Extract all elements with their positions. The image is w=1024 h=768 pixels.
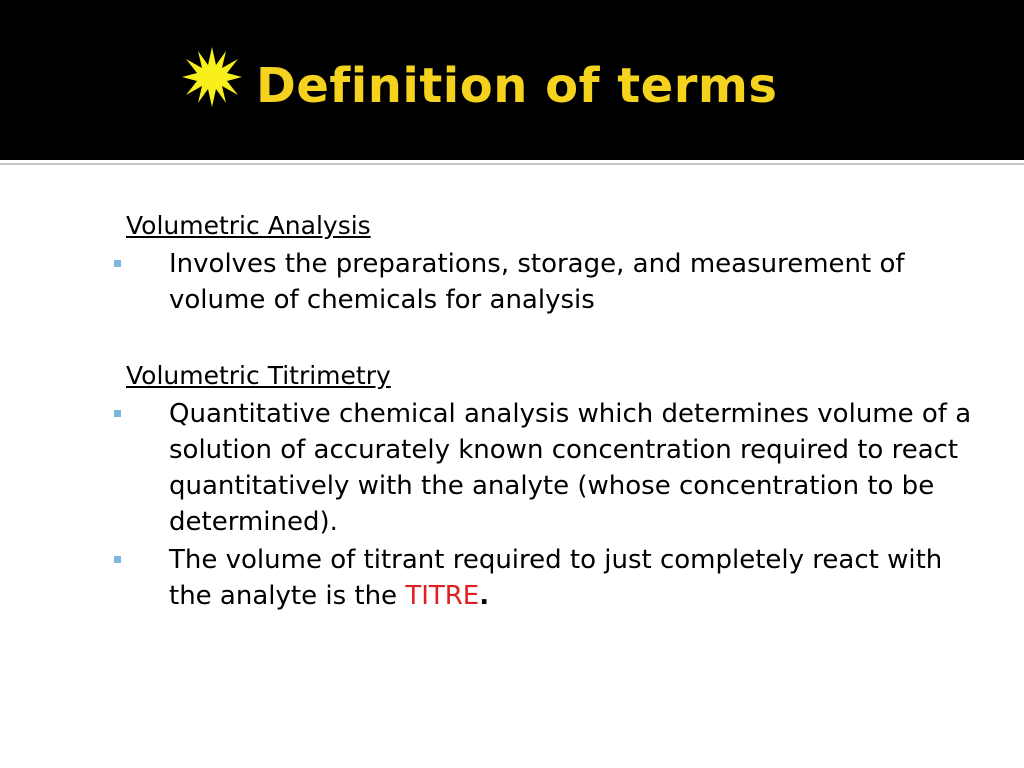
bullet-text: The volume of titrant required to just completely react with the analyte is the [169, 545, 943, 611]
slide-body [112, 208, 972, 614]
bullet-text: Involves the preparations, storage, and measurement of volume of chemicals for analysis [169, 249, 905, 315]
bullet-suffix: . [479, 581, 490, 611]
header-divider [0, 160, 1024, 168]
bullet-item [112, 246, 972, 318]
slide-header [0, 0, 1024, 160]
bullet-item [112, 542, 972, 614]
titre-highlight: TITRE [405, 581, 480, 611]
bullet-item [112, 396, 972, 540]
square-bullet-icon [114, 260, 121, 267]
square-bullet-icon [114, 410, 121, 417]
starburst-icon [182, 47, 242, 107]
slide-title: Definition of terms [256, 58, 778, 114]
bullet-text: Quantitative chemical analysis which determines volume of a solution of accurately known concentration required to react quantitatively with the analyte (whose concentration to be determined). [169, 399, 972, 537]
square-bullet-icon [114, 556, 121, 563]
title-group [182, 46, 777, 126]
section-heading-volumetric-analysis: Volumetric Analysis [126, 211, 371, 240]
section-heading-volumetric-titrimetry: Volumetric Titrimetry [126, 361, 391, 390]
